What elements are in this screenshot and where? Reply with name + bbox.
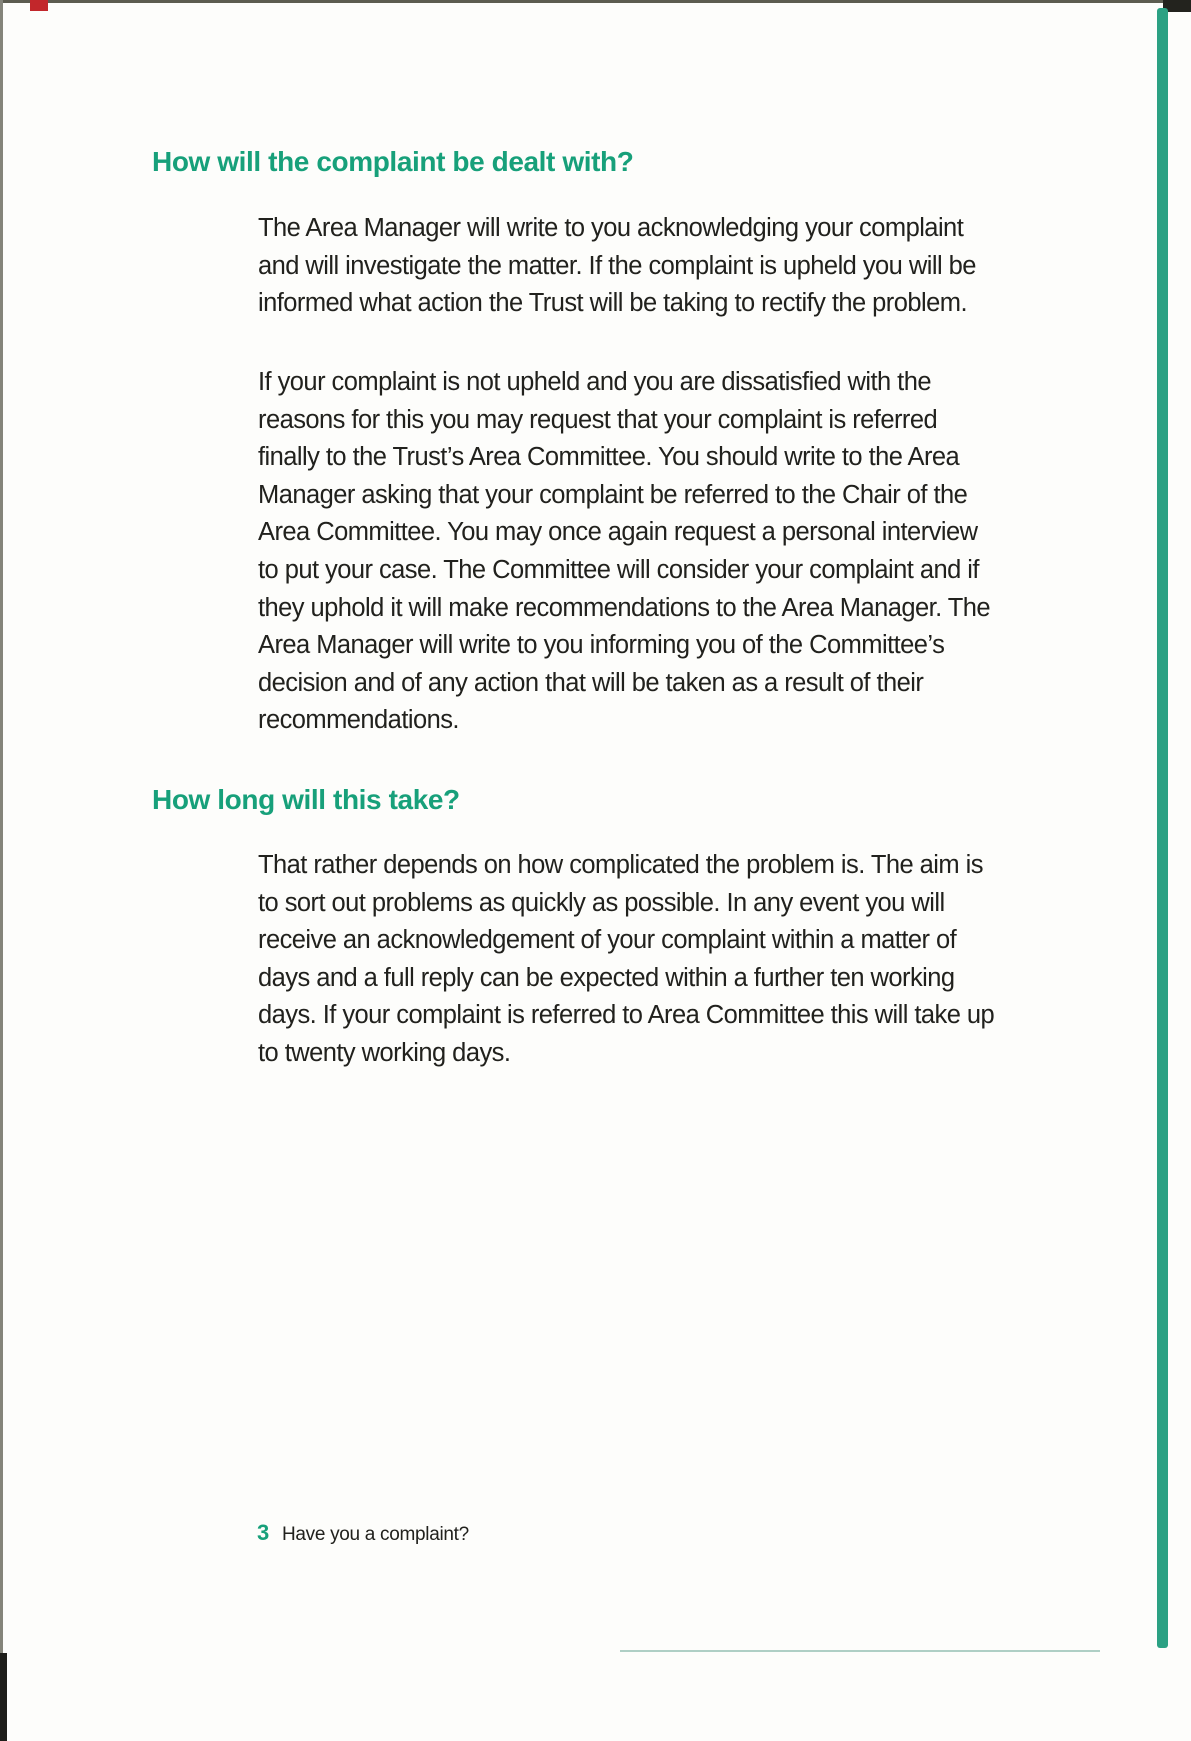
page-footer [257,1520,469,1546]
section-heading-complaint-dealt-with: How will the complaint be dealt with? [152,146,634,177]
paragraph-not-upheld-procedure: If your complaint is not upheld and you are dissatisfied with the reasons for this you may request that your complaint is referred finally to the Trust’s Area Committee. You should write to the Area Manager asking that your complaint be referred to the Chair of the Area Committee. You may once again request a personal interview to put your case. The Committee will consider your complaint and if they uphold it will make recommendations to the Area Manager. The Area Manager will write to you informing you of the Committee’s decision and of any action that will be taken as a result of their recommendations. [258,368,991,735]
booklet-title: Have you a complaint? [281,1524,469,1545]
paragraph-acknowledge-complaint: The Area Manager will write to you acknowledging your complaint and will investigate the matter. If the complaint is upheld you will be informed what action the Trust will be taking to rectify the problem. [258,214,976,318]
next-page-teal-edge [1157,8,1168,1648]
page-number: 3 [257,1520,269,1545]
page-edge-left [0,0,3,1660]
scan-shadow-bottom-left [0,1653,7,1741]
red-registration-mark [30,0,48,11]
paragraph-timescales: That rather depends on how complicated the problem is. The aim is to sort out problems as quickly as possible. In any event you will receive an acknowledgement of your complaint within a matter of days and a full reply can be expected within a further ten working days. If your complaint is referred to Area Committee this will take up to twenty working days. [258,851,995,1067]
page-edge-top [0,0,1166,3]
page-edge-bottom-faint [620,1650,1100,1652]
section-heading-how-long: How long will this take? [152,784,460,815]
